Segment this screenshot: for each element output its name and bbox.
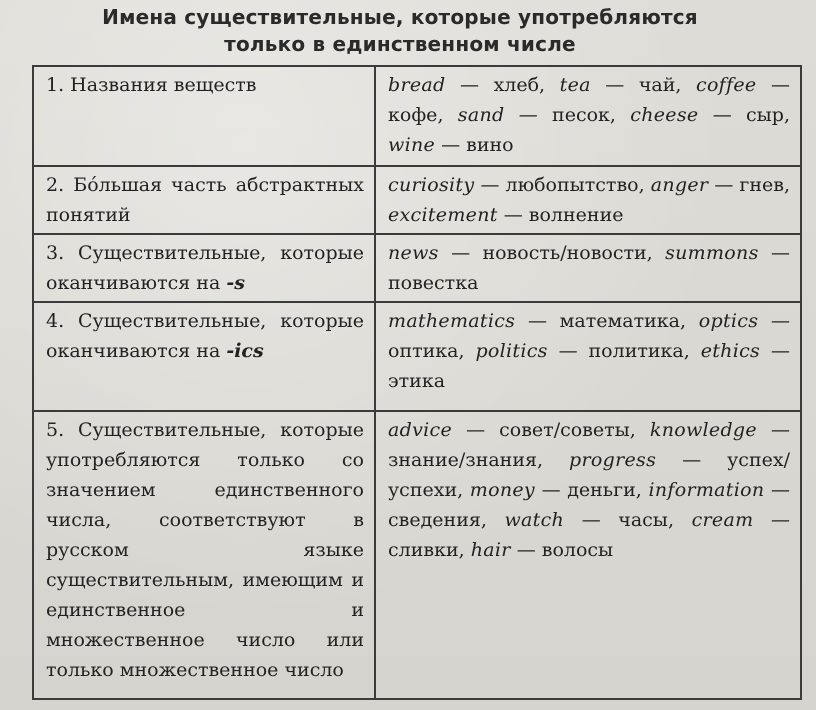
english-word: sand <box>457 104 505 126</box>
dash: — <box>527 310 547 332</box>
english-word: progress <box>569 449 657 471</box>
russian-translation: совет/советы <box>499 419 630 441</box>
dash: — <box>451 242 471 264</box>
english-word: anger <box>650 174 709 196</box>
example-pair <box>458 104 610 126</box>
dash: — <box>682 449 702 471</box>
example-pair <box>475 340 683 362</box>
dash: — <box>460 74 480 96</box>
category-cell: 2. Бóльшая часть абстрактных понятий <box>33 166 375 234</box>
english-word: advice <box>388 419 452 441</box>
example-pair <box>388 174 639 196</box>
page-title <box>0 4 800 58</box>
example-pair <box>471 539 613 561</box>
english-word: cream <box>691 509 754 531</box>
russian-translation: волосы <box>541 539 614 561</box>
english-word: tea <box>559 74 591 96</box>
russian-translation: этика <box>388 370 446 392</box>
examples-cell: bread — хлеб, tea — чай, coffee — кофе, sand — песок, cheese — сыр, wine — вино <box>375 66 801 166</box>
english-word: excitement <box>388 204 498 226</box>
russian-translation: повестка <box>388 272 479 294</box>
dash: — <box>771 419 790 441</box>
english-word: knowledge <box>649 419 757 441</box>
russian-translation: чай <box>638 74 676 96</box>
example-pair <box>388 310 680 332</box>
examples-cell: advice — совет/советы, knowledge — знание/знания, progress — успех/успехи, money — деньги, information — сведения, watch — часы, cream — сливки, hair — волосы <box>375 411 801 699</box>
title-line-1: Имена существительные, которые употребляются <box>102 5 698 29</box>
english-word: watch <box>504 509 565 531</box>
russian-translation: знание/знания <box>388 449 537 471</box>
english-word: curiosity <box>388 174 475 196</box>
english-word: news <box>388 242 439 264</box>
english-word: optics <box>698 310 759 332</box>
russian-translation: деньги <box>567 479 636 501</box>
dash: — <box>503 204 523 226</box>
category-text: 4. Существительные, которые оканчиваются на <box>46 310 364 362</box>
english-word: wine <box>388 134 436 156</box>
category-text: 3. Существительные, которые оканчиваются на <box>46 242 364 294</box>
russian-translation: успех/успехи <box>388 449 790 501</box>
russian-translation: гнев <box>739 174 784 196</box>
english-word: ethics <box>700 340 761 362</box>
russian-translation: песок <box>552 104 610 126</box>
table-row <box>33 302 801 411</box>
dash: — <box>770 479 790 501</box>
russian-translation: политика <box>588 340 684 362</box>
table-row <box>33 411 801 699</box>
category-cell <box>33 302 375 411</box>
table-row <box>33 234 801 302</box>
russian-translation: оптика <box>388 340 459 362</box>
english-word: cheese <box>630 104 699 126</box>
dash: — <box>581 509 601 531</box>
example-pair <box>388 419 630 441</box>
title-line-2: только в единственном числе <box>224 32 576 56</box>
russian-translation: новость/новости <box>482 242 647 264</box>
category-cell: 1. Названия веществ <box>33 66 375 166</box>
example-pair <box>388 74 539 96</box>
category-cell <box>33 234 375 302</box>
examples-cell: curiosity — любопытство, anger — гнев, excitement — волнение <box>375 166 801 234</box>
russian-translation: волнение <box>528 204 624 226</box>
example-pair <box>388 134 514 156</box>
dash: — <box>516 539 536 561</box>
english-word: bread <box>388 74 446 96</box>
english-word: mathematics <box>388 310 516 332</box>
russian-translation: сыр <box>746 104 784 126</box>
russian-translation: часы <box>618 509 668 531</box>
table-row <box>33 66 801 166</box>
dash: — <box>558 340 578 362</box>
example-pair <box>630 104 784 126</box>
dash: — <box>771 242 790 264</box>
dash: — <box>518 104 538 126</box>
example-pair <box>651 174 784 196</box>
russian-translation: хлеб <box>493 74 540 96</box>
english-word: politics <box>475 340 548 362</box>
russian-translation: математика <box>559 310 681 332</box>
dash: — <box>480 174 500 196</box>
dash: — <box>541 479 561 501</box>
dash: — <box>771 310 790 332</box>
category-suffix: -ics <box>226 340 264 362</box>
dash: — <box>712 104 732 126</box>
table-row <box>33 166 801 234</box>
russian-translation: кофе <box>388 104 438 126</box>
example-pair <box>504 509 667 531</box>
dash: — <box>441 134 461 156</box>
examples-cell: news — новость/новости, summons — повестка <box>375 234 801 302</box>
rules-table <box>32 65 802 700</box>
category-cell: 5. Существительные, которые употребляются только со значением единственного числа, соответствуют в русском языке существительным, имеющим и единственное и множественное число или только множественное число <box>33 411 375 699</box>
dash: — <box>770 340 790 362</box>
english-word: coffee <box>696 74 757 96</box>
dash: — <box>466 419 486 441</box>
example-pair <box>388 242 647 264</box>
dash: — <box>714 174 734 196</box>
english-word: summons <box>665 242 759 264</box>
dash: — <box>605 74 625 96</box>
dash: — <box>770 74 790 96</box>
example-pair <box>388 204 623 226</box>
english-word: money <box>469 479 535 501</box>
english-word: hair <box>470 539 511 561</box>
example-pair <box>470 479 636 501</box>
examples-cell: mathematics — математика, optics — оптика, politics — политика, ethics — этика <box>375 302 801 411</box>
russian-translation: любопытство <box>505 174 639 196</box>
russian-translation: сливки <box>388 539 459 561</box>
example-pair <box>560 74 676 96</box>
category-suffix: -s <box>226 272 245 294</box>
russian-translation: вино <box>466 134 514 156</box>
dash: — <box>770 509 790 531</box>
russian-translation: сведения <box>388 509 481 531</box>
english-word: information <box>648 479 765 501</box>
